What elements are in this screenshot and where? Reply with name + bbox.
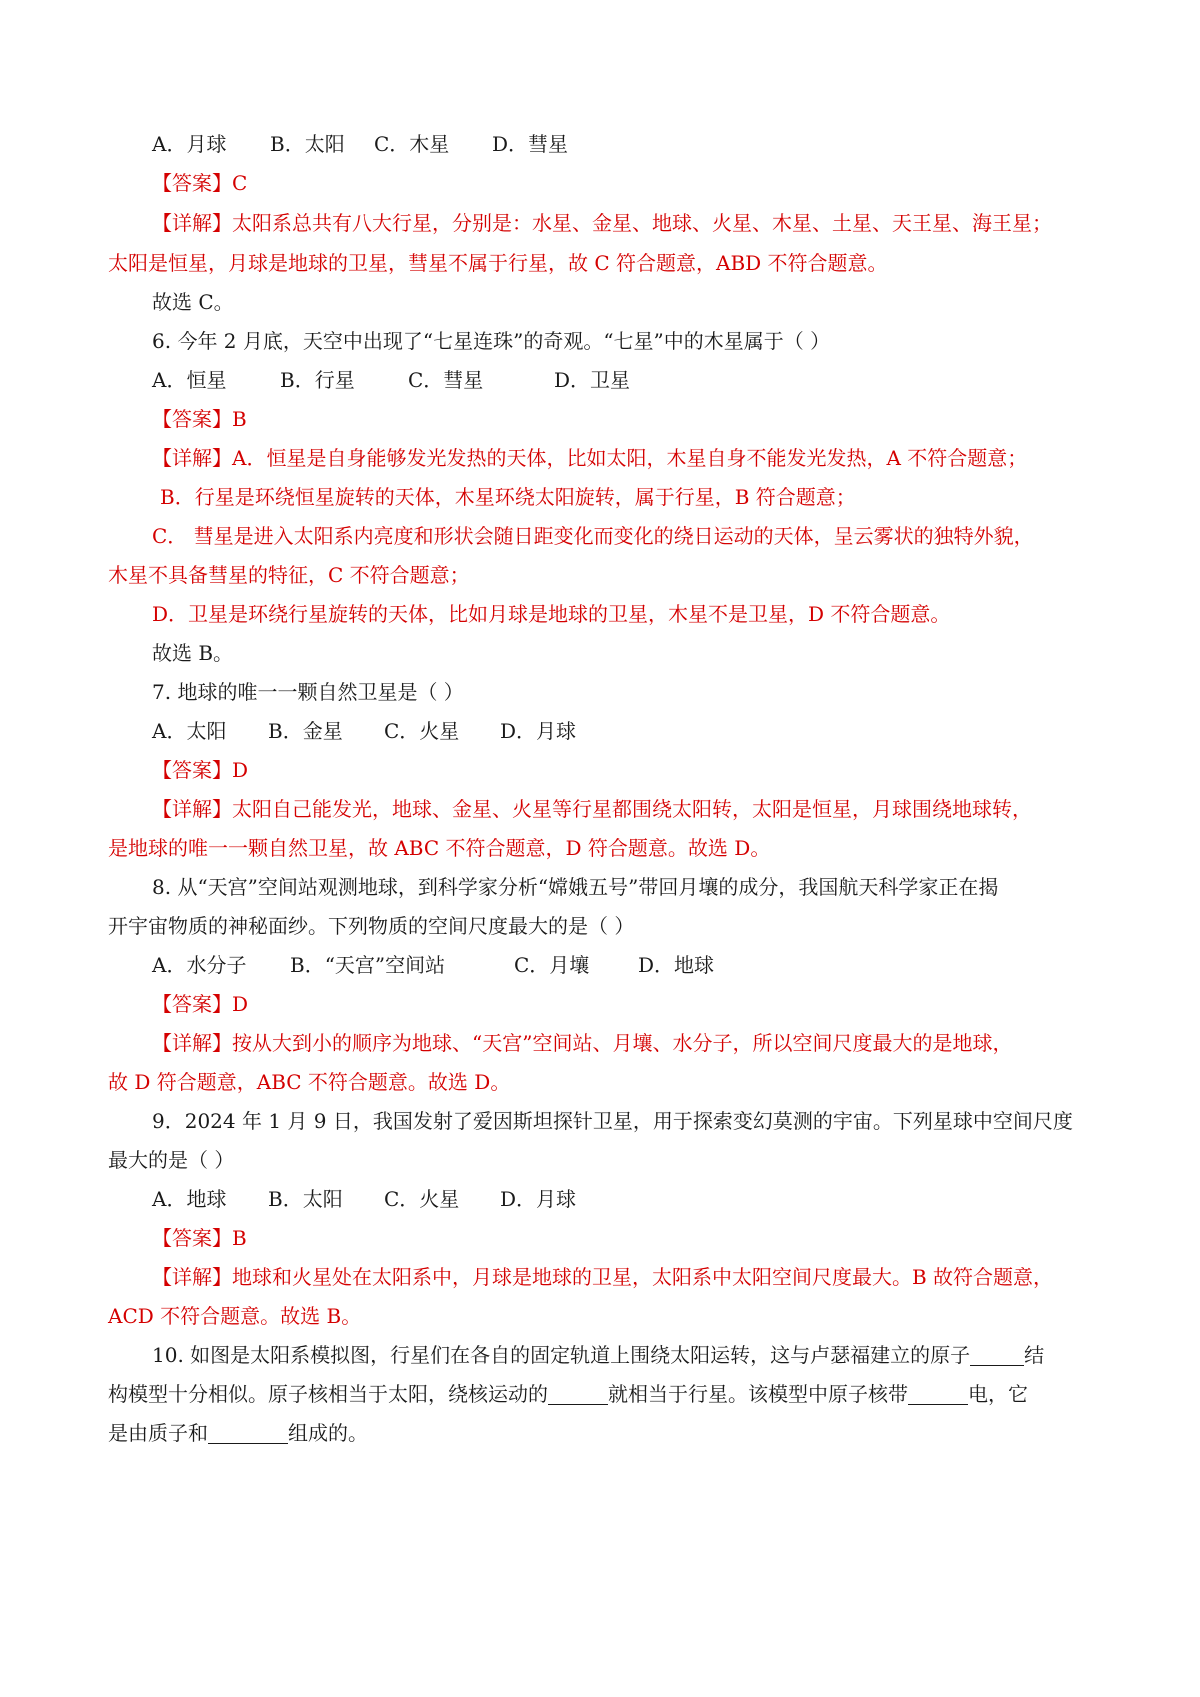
text-line-l6: 6. 今年 2 月底，天空中出现了“七星连珠”的奇观。“七星”中的木星属于（ ） <box>152 329 831 353</box>
fill-in-blank[interactable] <box>208 1421 288 1444</box>
question-text-segment: 10. 如图是太阳系模拟图，行星们在各自的固定轨道上围绕太阳运转，这与卢瑟福建立的原子 <box>152 1343 971 1367</box>
answer-option: D．月球 <box>500 1187 577 1211</box>
answer-option: D．彗星 <box>492 132 569 156</box>
fill-in-blank[interactable] <box>970 1343 1024 1366</box>
text-line-l15: 7. 地球的唯一一颗自然卫星是（ ） <box>152 680 464 704</box>
answer-option: B．“天宫”空间站 <box>290 953 446 977</box>
text-line-l5: 故选 C。 <box>152 290 234 314</box>
answer-option: D．地球 <box>638 953 715 977</box>
answer-option: B．太阳 <box>270 132 345 156</box>
fill-in-blank[interactable] <box>548 1382 608 1405</box>
question-text-segment: 结 <box>1024 1343 1045 1367</box>
answer-option: B．太阳 <box>268 1187 343 1211</box>
text-line-l4: 太阳是恒星，月球是地球的卫星，彗星不属于行星，故 C 符合题意，ABD 不符合题意。 <box>108 251 888 275</box>
text-line-l8: 【答案】B <box>152 407 247 431</box>
answer-option: C．彗星 <box>408 368 484 392</box>
answer-option: A．太阳 <box>152 719 227 743</box>
question-text-segment: 就相当于行星。该模型中原子核带 <box>608 1382 908 1406</box>
fill-in-blank[interactable] <box>908 1382 968 1405</box>
text-line-l20: 8. 从“天宫”空间站观测地球，到科学家分析“嫦娥五号”带回月壤的成分，我国航天科学家正在揭 <box>152 875 999 899</box>
question-text-segment: 组成的。 <box>288 1421 368 1445</box>
answer-option: B．金星 <box>268 719 343 743</box>
answer-option: D．卫星 <box>554 368 631 392</box>
answer-option: A．水分子 <box>152 953 247 977</box>
text-line-l1 <box>152 129 1108 159</box>
text-line-l9: 【详解】A．恒星是自身能够发光发热的天体，比如太阳，木星自身不能发光发热，A 不符合题意； <box>152 446 1028 470</box>
text-line-l12: 木星不具备彗星的特征，C 不符合题意； <box>108 563 470 587</box>
answer-option: A．月球 <box>152 132 227 156</box>
text-line-l17: 【答案】D <box>152 758 249 782</box>
text-line-l21: 开宇宙物质的神秘面纱。下列物质的空间尺度最大的是（ ） <box>108 914 635 938</box>
text-line-l23: 【答案】D <box>152 992 249 1016</box>
question-text-segment: 构模型十分相似。原子核相当于太阳，绕核运动的 <box>108 1382 548 1406</box>
question-text-segment: 电，它 <box>968 1382 1028 1406</box>
answer-option: A．恒星 <box>152 368 227 392</box>
text-line-l10: B．行星是环绕恒星旋转的天体，木星环绕太阳旋转，属于行星，B 符合题意； <box>160 485 856 509</box>
text-line-l29: 【答案】B <box>152 1226 247 1250</box>
text-line-l32 <box>152 1340 1108 1370</box>
answer-option: B．行星 <box>280 368 355 392</box>
text-line-l3: 【详解】太阳系总共有八大行星，分别是：水星、金星、地球、火星、木星、土星、天王星、海王星； <box>152 211 1052 235</box>
text-line-l25: 故 D 符合题意，ABC 不符合题意。故选 D。 <box>108 1070 511 1094</box>
answer-option: C．火星 <box>384 1187 460 1211</box>
answer-option: C．木星 <box>374 132 450 156</box>
answer-option: C．月壤 <box>514 953 590 977</box>
text-line-l19: 是地球的唯一一颗自然卫星，故 ABC 不符合题意，D 符合题意。故选 D。 <box>108 836 771 860</box>
text-line-l22 <box>152 950 1108 980</box>
text-line-l30: 【详解】地球和火星处在太阳系中，月球是地球的卫星，太阳系中太阳空间尺度最大。B 故符合题意， <box>152 1265 1054 1289</box>
text-line-l27: 最大的是（ ） <box>108 1148 235 1172</box>
answer-option: A．地球 <box>152 1187 227 1211</box>
text-line-l18: 【详解】太阳自己能发光，地球、金星、火星等行星都围绕太阳转，太阳是恒星，月球围绕地球转， <box>152 797 1032 821</box>
text-line-l11: C． 彗星是进入太阳系内亮度和形状会随日距变化而变化的绕日运动的天体，呈云雾状的独特外貌， <box>152 524 1034 548</box>
text-line-l13: D．卫星是环绕行星旋转的天体，比如月球是地球的卫星，木星不是卫星，D 不符合题意。 <box>152 602 951 626</box>
text-line-l34 <box>108 1418 1108 1448</box>
text-line-l28 <box>152 1184 1108 1214</box>
text-line-l31: ACD 不符合题意。故选 B。 <box>108 1304 362 1328</box>
text-line-l24: 【详解】按从大到小的顺序为地球、“天宫”空间站、月壤、水分子，所以空间尺度最大的是地球， <box>152 1031 1013 1055</box>
text-line-l14: 故选 B。 <box>152 641 234 665</box>
answer-option: C．火星 <box>384 719 460 743</box>
answer-option: D．月球 <box>500 719 577 743</box>
text-line-l7 <box>152 365 1108 395</box>
text-line-l26: 9．2024 年 1 月 9 日，我国发射了爱因斯坦探针卫星，用于探索变幻莫测的宇宙。下列星球中空间尺度 <box>152 1109 1073 1133</box>
text-line-l16 <box>152 716 1108 746</box>
question-text-segment: 是由质子和 <box>108 1421 208 1445</box>
text-line-l33 <box>108 1379 1108 1409</box>
text-line-l2: 【答案】C <box>152 171 248 195</box>
